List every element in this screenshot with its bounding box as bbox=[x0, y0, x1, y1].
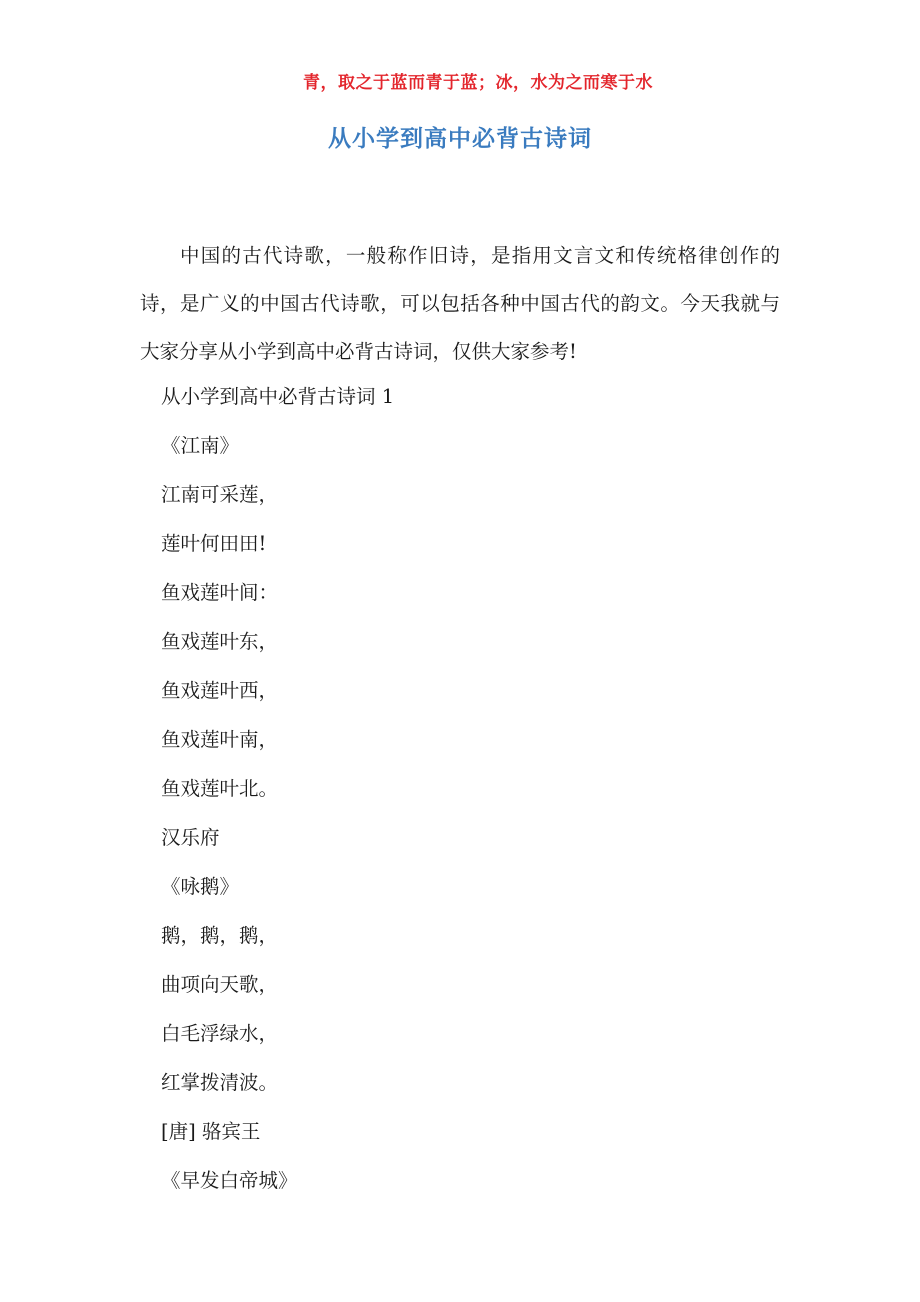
poem-title: 《咏鹅》 bbox=[161, 875, 240, 898]
section-heading: 从小学到高中必背古诗词 1 bbox=[161, 385, 395, 408]
poem-line: 鱼戏莲叶北。 bbox=[161, 777, 279, 800]
poem-line: 鹅，鹅，鹅， bbox=[161, 924, 279, 947]
header-motto: 青，取之于蓝而青于蓝；冰，水为之而寒于水 bbox=[303, 73, 653, 93]
poem-title: 《江南》 bbox=[161, 434, 240, 457]
poem-author: [唐] 骆宾王 bbox=[161, 1120, 261, 1143]
poem-lines bbox=[161, 372, 761, 1205]
poem-line: 江南可采莲， bbox=[161, 483, 279, 506]
poem-line: 鱼戏莲叶西， bbox=[161, 679, 279, 702]
intro-paragraph: 中国的古代诗歌，一般称作旧诗，是指用文言文和传统格律创作的诗，是广义的中国古代诗歌，可以包括各种中国古代的韵文。今天我就与大家分享从小学到高中必背古诗词，仅供大家参考! bbox=[140, 244, 780, 363]
poem-line: 曲项向天歌， bbox=[161, 973, 279, 996]
poem-line: 鱼戏莲叶间： bbox=[161, 581, 279, 604]
poem-line: 白毛浮绿水， bbox=[161, 1022, 279, 1045]
poem-line: 鱼戏莲叶东， bbox=[161, 630, 279, 653]
poem-title: 《早发白帝城》 bbox=[161, 1169, 298, 1192]
poem-line: 鱼戏莲叶南， bbox=[161, 728, 279, 751]
poem-line: 莲叶何田田! bbox=[161, 532, 267, 555]
poem-author: 汉乐府 bbox=[161, 826, 220, 849]
poem-line: 红掌拨清波。 bbox=[161, 1071, 279, 1094]
page-title: 从小学到高中必背古诗词 bbox=[328, 126, 592, 152]
